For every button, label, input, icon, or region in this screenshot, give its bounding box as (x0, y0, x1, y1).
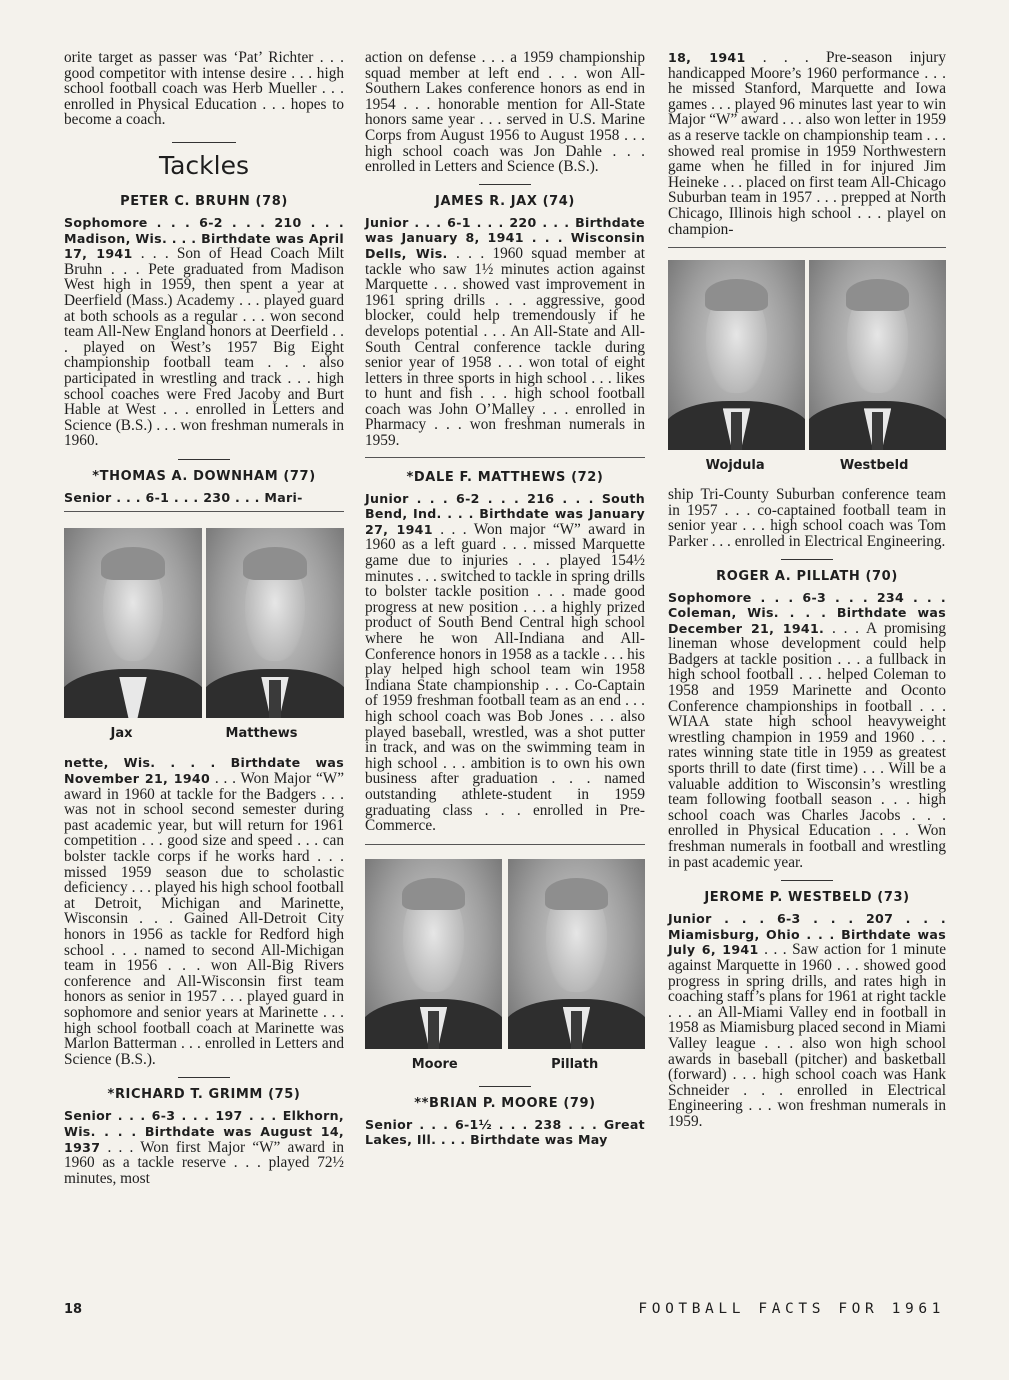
vitals-text: Senior . . . 6-3 . . . 197 . . . Elkhorn, Wis. . . . Birthdate was August 14, 1937 (64, 1108, 344, 1155)
player-photo-pillath (508, 859, 645, 1049)
column-2 (365, 50, 645, 1148)
player-bio-text: . . . Son of Head Coach Milt Bruhn . . . Pete graduated from Madison West high in 1959, then spent a year at Deerfield (Mass.) Academy . . . played guard at both schools as a regular . . . won second team All-New England honors at Deerfield . . . played on West’s 1957 Big Eight championship football team . . . also participated in wrestling and track . . . high school coaches were Fred Jacoby and Burt Hable at West . . . enrolled in Letters and Science (B.S.) . . . won freshman numerals in 1960. (64, 245, 344, 450)
player-name-grimm: *RICHARD T. GRIMM (75) (107, 1087, 301, 1103)
divider (365, 844, 645, 845)
player-bio-text: . . . Won Major “W” award in 1960 at tackle for the Badgers . . . was not in school second semester during past academic year, but will return for 1961 competition . . . good size and speed . . . can bolster tackle corps if he works hard . . . missed 1959 season due to scholastic deficiency . . . played his high school football at Detroit, Michigan and Marinette, Wisconsin . . . Gained All-Detroit City honors in 1956 as tackle for Redford high school . . . named to second All-Michigan team in 1956 . . . won All-Big Rivers conference and All-Wisconsin first team honors as senior in 1957 . . . played guard in sophomore and senior years at Marinette . . . high school football coach at Marinette was Marlon Batterman . . . enrolled in Letters and Science (B.S.). (64, 770, 344, 1068)
player-bio-downham (64, 755, 344, 1067)
player-name-bruhn: PETER C. BRUHN (78) (120, 193, 288, 209)
photo-caption: Westbeld (839, 458, 909, 474)
photo-row-2 (365, 859, 645, 1049)
photo-caption: Wojdula (705, 458, 765, 474)
player-photo-moore (365, 859, 502, 1049)
page-number: 18 (64, 1302, 83, 1317)
player-bio-westbeld (668, 911, 946, 1129)
divider (365, 457, 645, 458)
player-bio-text: . . . Pre-season injury handicapped Moore’s 1960 performance . . . he missed Stanford, Marquette and Iowa games . . . played 96 minutes last year to win Major “W” award . . . also won letter in 1959 as a reserve tackle on championship team . . . showed real promise in 1959 Northwestern game when he filled in for injured Jim Heineke . . . placed on first team All-Chicago Suburban team in 1957 . . . prepped at North Chicago, Illinois high school . . . playel on champion- (668, 49, 946, 238)
vitals-text: Senior . . . 6-1 . . . 230 . . . Mari- (64, 489, 303, 505)
vitals-text: Sophomore . . . 6-3 . . . 234 . . . Coleman, Wis. . . . Birthdate was December 21, 1941. (668, 589, 946, 636)
player-name-matthews: *DALE F. MATTHEWS (72) (406, 469, 604, 485)
vitals-text: Junior . . . 6-2 . . . 216 . . . South Bend, Ind. . . . Birthdate was January 27, 1941 (365, 490, 645, 537)
player-bio-text: . . . Won major “W” award in 1960 as a left guard . . . missed Marquette game due to injuries . . . played 154½ minutes . . . switched to tackle in spring drills to bolster tackle position . . . made good progress at new position . . . a highly prized product of South Bend Central high school where he won All-Indiana and All-Conference honors in 1958 as a tackle . . . his play helped high school team win 1958 Indiana State championship . . . Co-Captain of 1959 freshman football team as an end . . . high school coach was Bob Jones . . . also played baseball, wrestled, was a shot putter in track, and was on the swimming team in high school . . . ambition is to own his own business after graduation . . . named outstanding athlete-student in 1959 graduating class . . . enrolled in Pre-Commerce. (365, 520, 645, 835)
divider (781, 559, 833, 560)
player-bio-text: . . . 1960 squad member at tackle who saw 1½ minutes action against Marquette . . . showed vast improvement in 1961 spring drills . . . aggressive, good blocker, could help tremendously if he develops potential . . . An All-State and All-South Central conference tackle during senior year of 1958 . . . won total of eight letters in three sports in high school . . . likes to hunt and fish . . . high school football coach was John O’Malley . . . enrolled in Pharmacy . . . won freshman numerals in 1959. (365, 244, 645, 450)
player-photo-jax (64, 528, 202, 718)
photo-row-3 (668, 260, 946, 450)
player-name-moore: **BRIAN P. MOORE (79) (414, 1095, 596, 1111)
photo-caption: Moore (411, 1056, 458, 1072)
photo-captions-3 (668, 458, 946, 473)
photo-caption: Jax (110, 726, 133, 742)
player-name-pillath: ROGER A. PILLATH (70) (716, 568, 898, 584)
divider (479, 1086, 531, 1087)
divider (64, 511, 344, 512)
player-bio-bruhn (64, 215, 344, 449)
player-bio-text: . . . Saw action for 1 minute against Marquette in 1960 . . . showed good progress in spring drills, and rates high in coaching staff’s plans for 1961 at right tackle . . . an All-Miami Valley end in football in 1958 as Miamisburg placed second in Miami Valley league . . . also won high school awards in baseball (pitcher) and basketball (forward) . . . high school coach was Hank Schneider . . . enrolled in Electrical Engineering . . . won freshman numerals in 1959. (668, 941, 946, 1130)
player-bio-text: . . . A promising lineman whose development could help Badgers at tackle position . . . a fullback in high school football . . . helped Coleman to 1958 and 1959 Marinette and Oconto Conference championships in football . . . WIAA state high school heavyweight wrestling champion in 1959 and 1960 . . . rates winning state title in 1959 as greatest sports thrill to date (first time) . . . Will be a valuable addition to Wisconsin’s wrestling team following football season . . . high school coach was Charles Jacobs . . . enrolled in Physical Education . . . Won freshman numerals in football and wrestling in past academic year. (668, 619, 946, 871)
player-photo-westbeld (809, 260, 946, 450)
divider (172, 142, 236, 143)
photo-row-1 (64, 528, 344, 718)
divider (178, 459, 230, 460)
player-bio-text: . . . Won first Major “W” award in 1960 as a tackle reserve . . . played 72½ minutes, most (64, 1138, 344, 1187)
player-photo-matthews (206, 528, 344, 718)
player-bio-moore-cont2: ship Tri-County Suburban conference team in 1957 . . . co-captained football team in senior year . . . high school coach was Tom Parker . . . enrolled in Electrical Engineering. (668, 486, 946, 550)
player-vitals-downham (64, 490, 344, 506)
player-bio-grimm (64, 1108, 344, 1186)
photo-caption: Matthews (225, 726, 298, 742)
player-vitals-moore (365, 1117, 645, 1148)
divider (178, 1077, 230, 1078)
divider (781, 880, 833, 881)
player-photo-wojdula (668, 260, 805, 450)
column-3 (668, 50, 946, 1130)
vitals-text: 18, 1941 (668, 50, 746, 65)
vitals-text: Senior . . . 6-1½ . . . 238 . . . Great Lakes, Ill. . . . Birthdate was May (365, 1116, 645, 1148)
player-bio-moore-cont (668, 50, 946, 237)
player-bio-jax (365, 215, 645, 449)
photo-captions-1 (64, 726, 344, 741)
player-vitals-bruhn: Sophomore . . . 6-2 . . . 210 . . . Madison, Wis. . . . Birthdate was April 17, 1941 (64, 214, 344, 262)
photo-caption: Pillath (551, 1056, 599, 1072)
intro-paragraph: orite target as passer was ‘Pat’ Richter . . . good competitor with intense desire . . . high school football coach was Herb Mueller . . . enrolled in Physical Education . . . hopes to become a coach. (64, 49, 344, 129)
section-title: Tackles (158, 150, 250, 180)
player-name-westbeld: JEROME P. WESTBELD (73) (704, 890, 910, 906)
column-1 (64, 50, 344, 1186)
player-name-downham: *THOMAS A. DOWNHAM (77) (92, 468, 316, 484)
divider (668, 247, 946, 248)
divider (479, 184, 531, 185)
publication-title: FOOTBALL FACTS FOR 1961 (638, 1301, 945, 1317)
player-bio-matthews (365, 491, 645, 834)
vitals-text: nette, Wis. . . . Birthdate was November 21, 1940 (64, 755, 344, 787)
vitals-text: Junior . . . 6-1 . . . 220 . . . Birthdate was January 8, 1941 . . . Wisconsin Dells, Wis. (365, 214, 645, 261)
player-name-jax: JAMES R. JAX (74) (435, 193, 575, 209)
player-bio-pillath (668, 590, 946, 871)
player-bio-grimm-cont: action on defense . . . a 1959 championship squad member at left end . . . won All-Southern Lakes conference honors as end in 1954 . . . honorable mention for All-State honors same year . . . served in U.S. Marine Corps from August 1956 to August 1958 . . . high school coach was Jon Dahle . . . enrolled in Letters and Science (B.S.). (365, 49, 645, 176)
vitals-text: Junior . . . 6-3 . . . 207 . . . Miamisburg, Ohio . . . Birthdate was July 6, 1941 (668, 911, 946, 958)
photo-captions-2 (365, 1057, 645, 1072)
